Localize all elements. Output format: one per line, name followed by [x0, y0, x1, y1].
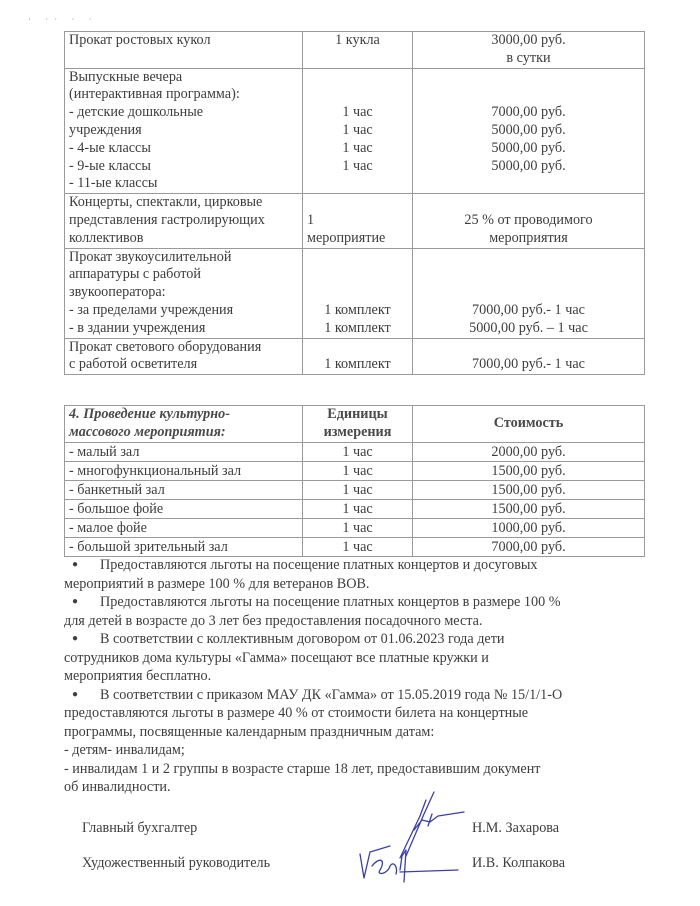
note-line: - инвалидам 1 и 2 группы в возрасте старше 18 лет, предоставившим документ [64, 760, 541, 777]
unit-cell-line: 1 комплект [324, 301, 391, 318]
note-line: программы, посвященные календарным праздничным датам: [64, 723, 435, 740]
price-cell-line: 5000,00 руб. [491, 139, 566, 156]
service-cell [65, 32, 303, 69]
price-cell-line: 7000,00 руб.- 1 час [472, 301, 585, 318]
price-cell-line [417, 194, 640, 212]
price-table-venue-rental [64, 405, 645, 557]
unit-cell: 1 час [303, 499, 413, 518]
table-row [65, 537, 645, 556]
price-cell [413, 248, 645, 338]
unit-cell-line: мероприятие [307, 229, 386, 246]
price-cell: 1500,00 руб. [413, 499, 645, 518]
service-cell-line: представления гастролирующих [69, 211, 265, 228]
price-cell: 1500,00 руб. [413, 461, 645, 480]
unit-cell-line: 1 комплект [324, 356, 391, 373]
handwritten-signatures [340, 786, 470, 886]
price-cell: 7000,00 руб. [413, 537, 645, 556]
table-header-row [65, 406, 645, 443]
table-row [65, 461, 645, 480]
unit-cell-line: 1 час [342, 121, 373, 138]
unit-cell-line [307, 69, 408, 87]
table-row [65, 338, 645, 375]
price-cell-line [417, 69, 640, 87]
price-cell [413, 32, 645, 69]
unit-cell [303, 194, 413, 248]
price-cell [413, 194, 645, 248]
price-column-header [413, 406, 645, 443]
note-line: В соответствии с приказом МАУ ДК «Гамма» от 15.05.2019 года № 15/1/1-О [100, 686, 563, 703]
table-row [65, 442, 645, 461]
service-cell [65, 194, 303, 248]
service-cell-line: с работой осветителя [69, 356, 198, 373]
unit-cell [303, 68, 413, 194]
price-cell-line [417, 266, 640, 284]
note-line: об инвалидности. [64, 779, 171, 795]
unit-cell-line: 1 [307, 211, 315, 228]
service-cell [65, 68, 303, 194]
bullet-icon: ● [72, 688, 79, 700]
price-cell-line: мероприятия [489, 229, 568, 246]
service-cell-line: Прокат звукоусилительной [69, 248, 232, 265]
service-cell-line: Концерты, спектакли, цирковые [69, 194, 263, 211]
service-cell-line: коллективов [69, 229, 144, 246]
service-cell-line: - 4-ые классы [69, 139, 151, 156]
venue-cell: - малый зал [65, 442, 303, 461]
service-cell-line: Выпускные вечера [69, 68, 183, 85]
price-cell-line [417, 284, 640, 302]
unit-cell: 1 час [303, 480, 413, 499]
service-cell-line: - 11-ые классы [69, 175, 158, 192]
price-header-text: Стоимость [493, 414, 564, 431]
price-cell-line: 5000,00 руб. [491, 121, 566, 138]
note-line: Предоставляются льготы на посещение платных концертов и досуговых [100, 557, 538, 573]
table-row [65, 194, 645, 248]
section-title [65, 406, 303, 443]
service-cell-line: учреждения [69, 121, 142, 138]
price-cell-line: 5000,00 руб. – 1 час [469, 319, 588, 336]
note-line: - детям- инвалидам; [64, 742, 185, 758]
unit-cell-line: 1 комплект [324, 319, 391, 336]
bullet-icon: ● [72, 596, 79, 607]
price-cell [413, 68, 645, 194]
table-row [65, 480, 645, 499]
signature-stroke-kolpakova [360, 846, 458, 882]
note-line: для детей в возрасте до 3 лет без предоставления посадочного места. [64, 612, 483, 629]
service-cell-line: - за пределами учреждения [69, 301, 234, 318]
signatory-name: Н.М. Захарова [472, 820, 560, 836]
venue-cell: - большое фойе [65, 499, 303, 518]
unit-cell: 1 час [303, 442, 413, 461]
venue-cell: - большой зрительный зал [65, 537, 303, 556]
signatory-role: Главный бухгалтер [82, 820, 198, 836]
price-cell-line: 5000,00 руб. [491, 157, 566, 174]
service-cell-line: (интерактивная программа): [69, 86, 240, 103]
note-item [64, 630, 654, 686]
service-cell-line: - 9-ые классы [69, 157, 151, 174]
price-table-services [64, 31, 645, 375]
unit-cell [303, 32, 413, 69]
signatory-role: Художественный руководитель [82, 855, 271, 871]
note-line: сотрудников дома культуры «Гамма» посещают все платные кружки и [64, 649, 489, 666]
unit-cell: 1 час [303, 537, 413, 556]
benefits-notes [64, 556, 654, 797]
venue-cell: - банкетный зал [65, 480, 303, 499]
unit-cell-line [307, 194, 408, 212]
price-cell-line [417, 175, 640, 193]
unit-cell-line: 1 час [342, 157, 373, 174]
unit-cell-line [307, 249, 408, 267]
unit-cell [303, 248, 413, 338]
note-line: Предоставляются льготы на посещение платных концертов в размере 100 % [100, 594, 561, 610]
service-cell-line: Прокат светового оборудования [69, 338, 262, 355]
price-cell-line: 3000,00 руб. [491, 32, 566, 48]
table-row [65, 68, 645, 194]
service-cell-line: аппаратуры с работой [69, 266, 201, 283]
note-item [64, 556, 654, 593]
service-cell-line: - детские дошкольные [69, 104, 204, 121]
service-cell-line: звукооператора: [69, 284, 166, 301]
unit-cell-line [307, 284, 408, 302]
bullet-icon: ● [72, 559, 79, 570]
service-cell-line: - в здании учреждения [69, 319, 206, 336]
venue-cell: - малое фойе [65, 518, 303, 537]
section-title-line: массового мероприятия: [69, 423, 226, 440]
signature-stroke-zakharova [400, 792, 464, 858]
price-cell-line [417, 86, 640, 104]
note-line: мероприятий в размере 100 % для ветеранов ВОВ. [64, 575, 370, 592]
unit-cell: 1 час [303, 461, 413, 480]
unit-cell [303, 338, 413, 375]
bullet-icon: ● [72, 633, 79, 644]
table-row [65, 32, 645, 69]
unit-cell: 1 час [303, 518, 413, 537]
price-cell-line: 7000,00 руб.- 1 час [472, 356, 585, 373]
note-item [64, 593, 654, 630]
unit-column-header [303, 406, 413, 443]
scan-specks: · ·· · · [28, 14, 98, 24]
price-cell: 1500,00 руб. [413, 480, 645, 499]
unit-header-line: измерения [323, 423, 392, 440]
price-cell-line [417, 339, 640, 357]
table-row [65, 499, 645, 518]
service-cell [65, 338, 303, 375]
note-line: В соответствии с коллективным договором от 01.06.2023 года дети [100, 631, 505, 647]
unit-cell-line: 1 час [342, 139, 373, 156]
unit-cell-line [307, 266, 408, 284]
price-cell: 2000,00 руб. [413, 442, 645, 461]
price-cell-line: 25 % от проводимого [464, 211, 593, 228]
service-cell-line: Прокат ростовых кукол [69, 32, 211, 48]
price-cell-line: в сутки [506, 49, 551, 66]
note-line: мероприятия бесплатно. [64, 668, 212, 684]
section-title-line: 4. Проведение культурно- [69, 406, 230, 422]
price-cell-line: 7000,00 руб. [491, 104, 566, 121]
unit-cell-line: 1 час [342, 104, 373, 121]
unit-header-line: Единицы [327, 406, 388, 422]
table-row [65, 248, 645, 338]
price-cell: 1000,00 руб. [413, 518, 645, 537]
venue-cell: - многофункциональный зал [65, 461, 303, 480]
note-item [64, 686, 654, 797]
price-cell-line [417, 249, 640, 267]
unit-cell-line [307, 86, 408, 104]
price-cell [413, 338, 645, 375]
unit-cell-line: 1 кукла [335, 32, 380, 48]
unit-cell-line [307, 339, 408, 357]
unit-cell-line [307, 175, 408, 193]
signatory-name: И.В. Колпакова [472, 855, 566, 871]
service-cell [65, 248, 303, 338]
note-line: предоставляются льготы в размере 40 % от стоимости билета на концертные [64, 705, 529, 721]
table-row [65, 518, 645, 537]
